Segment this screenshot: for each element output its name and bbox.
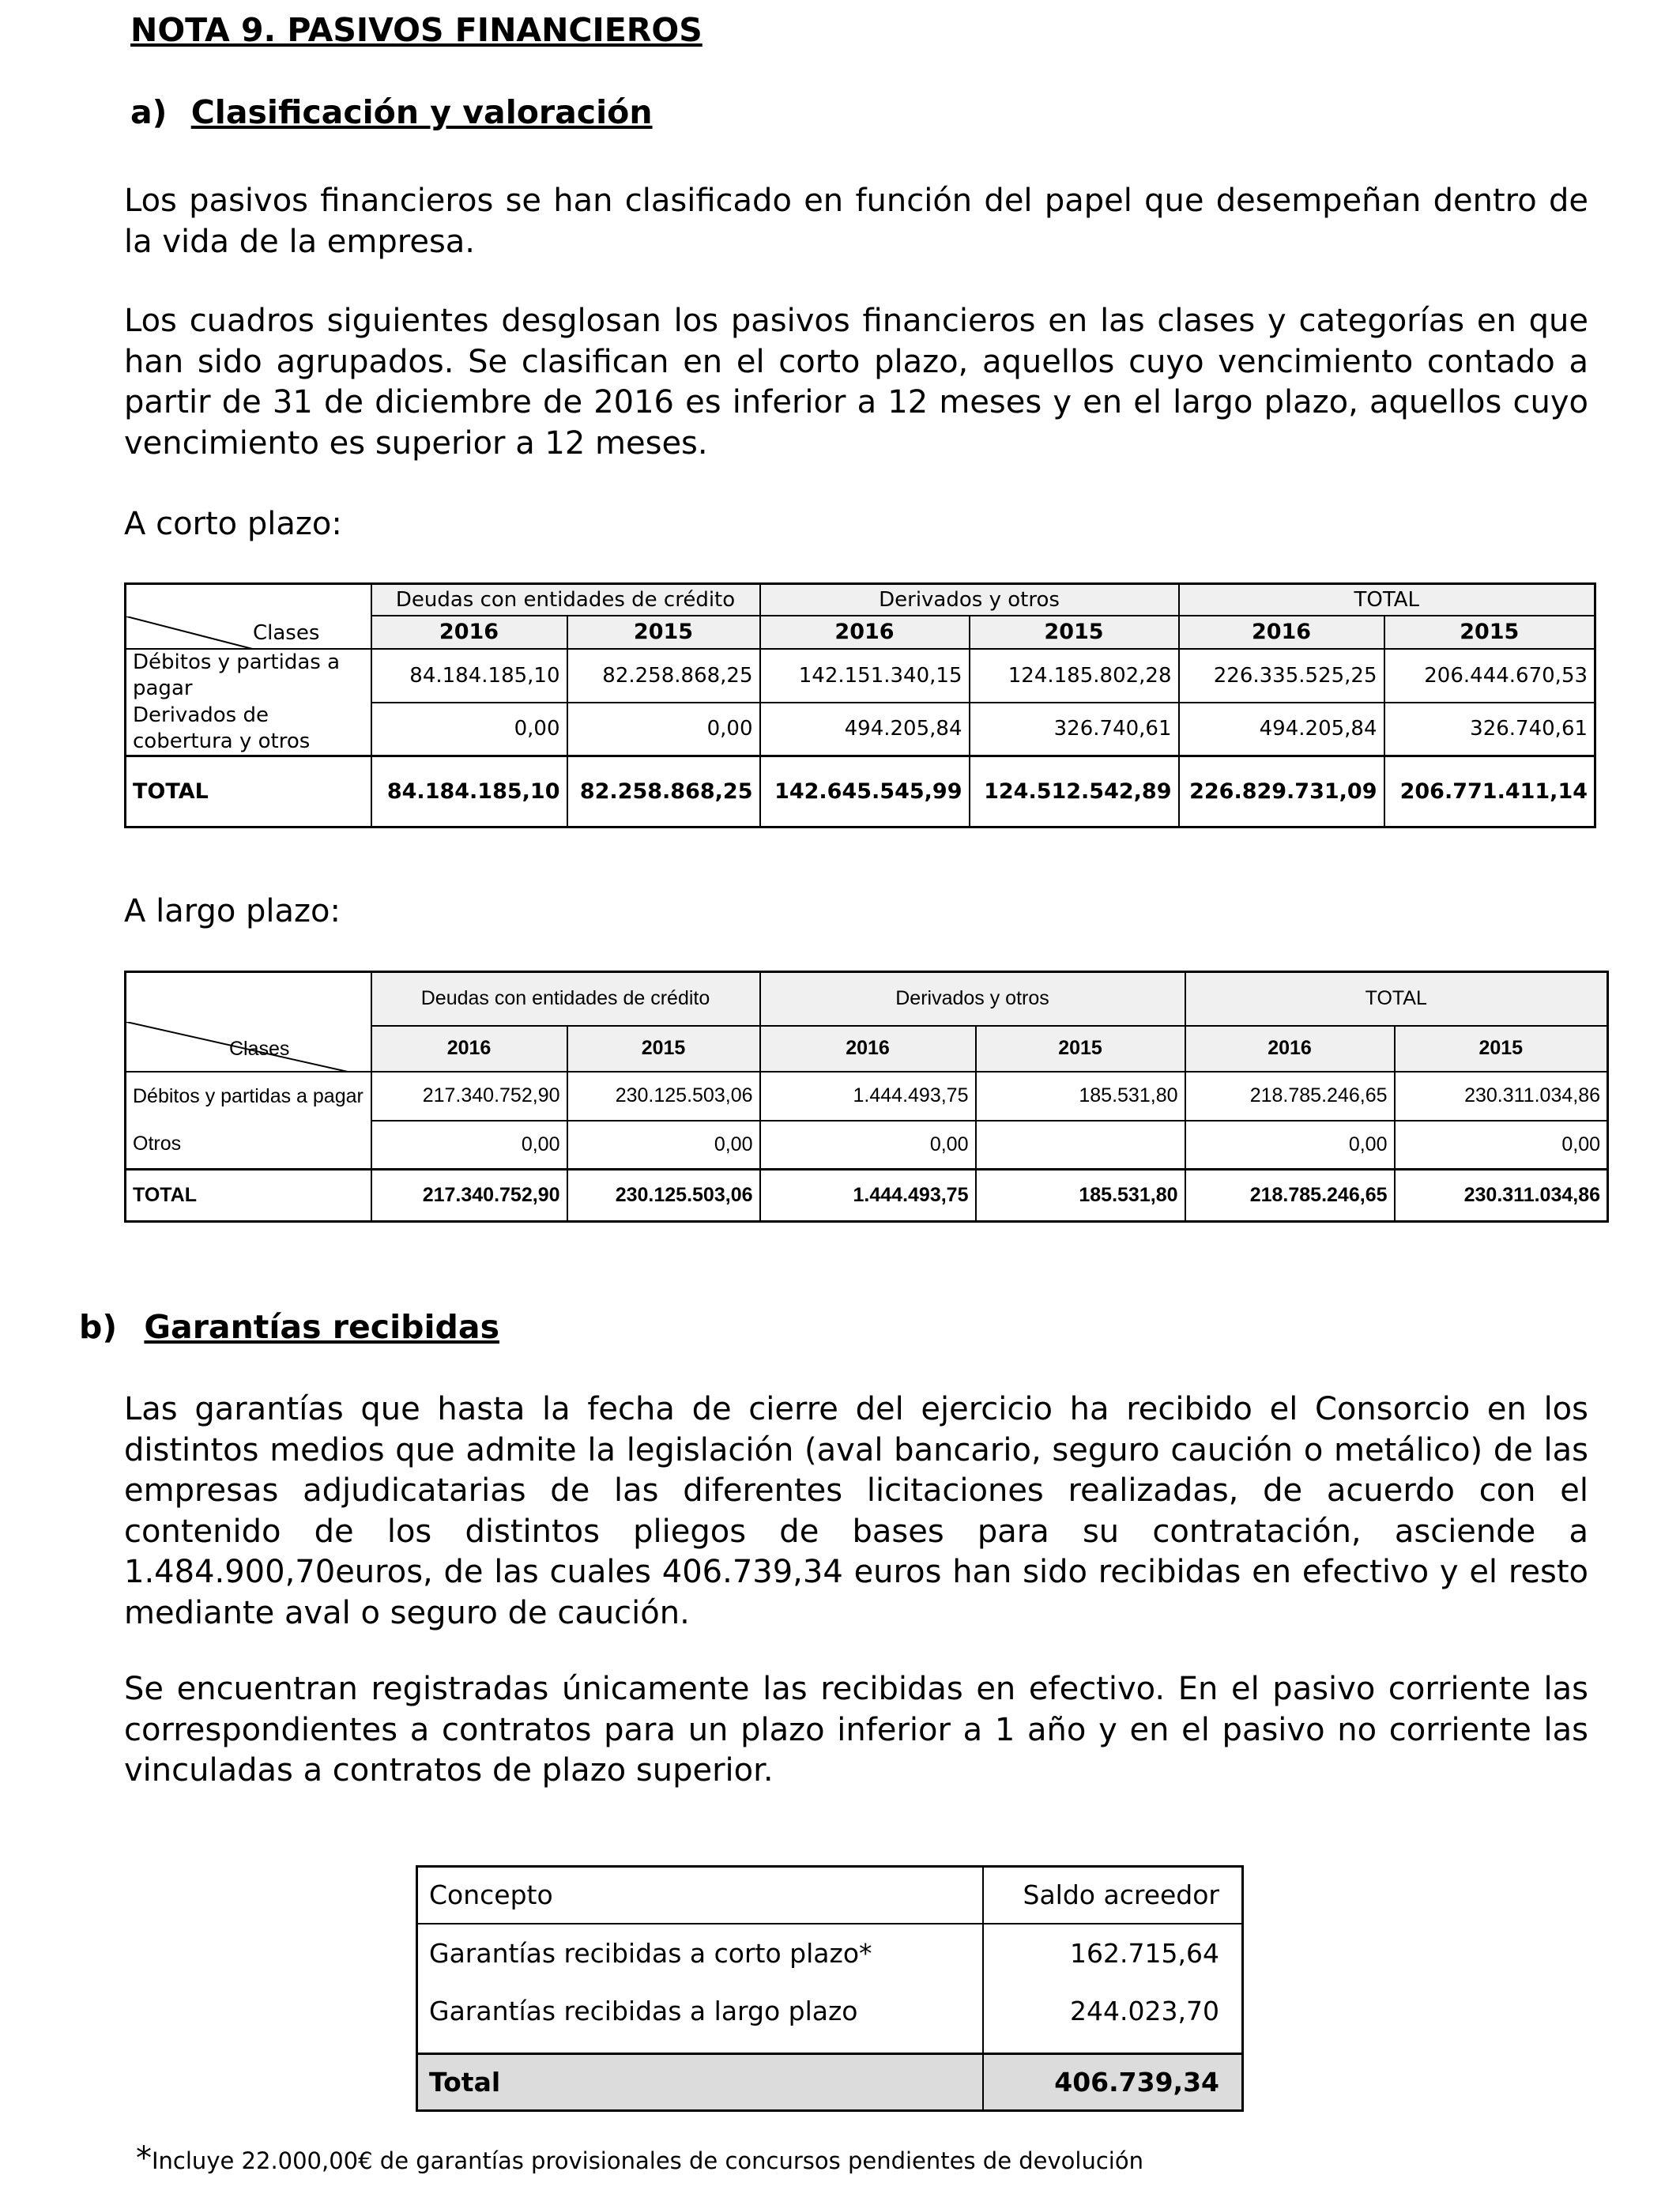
cell: 0,00	[371, 703, 567, 756]
column-header: Saldo acreedor	[983, 1867, 1243, 1924]
year-header: 2015	[567, 1026, 760, 1072]
total-cell: 218.785.246,65	[1185, 1170, 1395, 1222]
cell: 0,00	[1185, 1121, 1395, 1170]
cell: 494.205,84	[760, 703, 970, 756]
section-b-heading	[79, 1308, 499, 1346]
guarantees-table	[416, 1865, 1244, 2112]
year-header: 2016	[371, 1026, 567, 1072]
cell: 494.205,84	[1179, 703, 1384, 756]
cell: 0,00	[567, 703, 760, 756]
total-cell: 226.829.731,09	[1179, 756, 1384, 827]
paragraph-2: Los cuadros siguientes desglosan los pasivos financieros en las clases y categorías en que han sido agrupados. Se clasifican en el corto plazo, aquellos cuyo vencimiento contado a partir de 31 de diciembre de 2016 es inferior a 12 meses y en el largo plazo, aquellos cuyo vencimiento es superior a 12 meses.	[124, 303, 1588, 462]
total-label: TOTAL	[126, 1170, 371, 1222]
total-cell: 185.531,80	[976, 1170, 1185, 1222]
total-cell: 230.125.503,06	[567, 1170, 760, 1222]
year-header: 2015	[567, 616, 760, 649]
year-header: 2016	[371, 616, 567, 649]
footnote-asterisk: *	[136, 2140, 152, 2177]
group-header: Deudas con entidades de crédito	[371, 972, 760, 1026]
cell: 326.740,61	[970, 703, 1179, 756]
group-header: Derivados y otros	[760, 584, 1179, 616]
table-header-row	[126, 972, 1608, 1026]
year-header: 2015	[970, 616, 1179, 649]
column-header: Concepto	[417, 1867, 983, 1924]
total-cell: 206.771.411,14	[1384, 756, 1595, 827]
cell: 82.258.868,25	[567, 649, 760, 703]
long-term-label: A largo plazo:	[124, 893, 341, 929]
corner-cell	[126, 584, 371, 649]
cell: 218.785.246,65	[1185, 1072, 1395, 1121]
short-term-table	[124, 582, 1596, 828]
long-term-table	[124, 971, 1609, 1223]
diagonal-divider	[126, 616, 371, 649]
cell	[976, 1121, 1185, 1170]
cell: 84.184.185,10	[371, 649, 567, 703]
cell: 0,00	[567, 1121, 760, 1170]
total-row	[417, 2054, 1243, 2111]
section-a-heading	[130, 93, 653, 131]
concept-cell: Garantías recibidas a corto plazo*	[417, 1924, 983, 1983]
row-label: Otros	[126, 1121, 371, 1170]
footnote-text: Incluye 22.000,00€ de garantías provisionales de concursos pendientes de devolución	[152, 2147, 1143, 2174]
cell: 124.185.802,28	[970, 649, 1179, 703]
cell: 0,00	[1395, 1121, 1608, 1170]
group-header: TOTAL	[1185, 972, 1608, 1026]
paragraph-4: Se encuentran registradas únicamente las recibidas en efectivo. En el pasivo corriente las correspondientes a contratos para un plazo inferior a 1 año y en el pasivo no corriente las vinculadas a contratos de plazo superior.	[124, 1671, 1588, 1789]
clases-label: Clases	[253, 620, 320, 645]
cell: 185.531,80	[976, 1072, 1185, 1121]
table-header-row	[417, 1867, 1243, 1924]
total-cell: 217.340.752,90	[371, 1170, 567, 1222]
table-row	[126, 703, 1595, 756]
year-header: 2016	[1185, 1026, 1395, 1072]
group-header: Derivados y otros	[760, 972, 1185, 1026]
total-cell: 230.311.034,86	[1395, 1170, 1608, 1222]
short-term-label: A corto plazo:	[124, 506, 342, 542]
paragraph-3: Las garantías que hasta la fecha de cierre del ejercicio ha recibido el Consorcio en los distintos medios que admite la legislación (aval bancario, seguro caución o metálico) de las empresas adjudicatarias de las diferentes licitaciones realizadas, de acuerdo con el contenido de los distintos pliegos de bases para su contratación, asciende a 1.484.900,70euros, de las cuales 406.739,34 euros han sido recibidas en efectivo y el resto mediante aval o seguro de caución.	[124, 1391, 1588, 1631]
cell: 206.444.670,53	[1384, 649, 1595, 703]
year-header: 2016	[1179, 616, 1384, 649]
total-cell: 84.184.185,10	[371, 756, 567, 827]
cell: 0,00	[371, 1121, 567, 1170]
total-label: TOTAL	[126, 756, 371, 827]
cell: 326.740,61	[1384, 703, 1595, 756]
paragraph-1: Los pasivos financieros se han clasificado en función del papel que desempeñan dentro de la vida de la empresa.	[124, 183, 1588, 260]
group-header: TOTAL	[1179, 584, 1595, 616]
section-b-marker: b)	[79, 1308, 118, 1346]
corner-cell	[126, 972, 371, 1072]
cell: 230.125.503,06	[567, 1072, 760, 1121]
clases-label: Clases	[229, 1037, 290, 1060]
spacer-row	[417, 2040, 1243, 2054]
footnote	[136, 2140, 1143, 2177]
table-row	[417, 1983, 1243, 2040]
year-header: 2015	[976, 1026, 1185, 1072]
table-row	[126, 649, 1595, 703]
section-b-title: Garantías recibidas	[144, 1308, 499, 1346]
table-header-row	[126, 584, 1595, 616]
concept-cell: Garantías recibidas a largo plazo	[417, 1983, 983, 2040]
table-row	[417, 1924, 1243, 1983]
year-header: 2015	[1395, 1026, 1608, 1072]
total-cell: 82.258.868,25	[567, 756, 760, 827]
table-row	[126, 1072, 1608, 1121]
cell: 0,00	[760, 1121, 976, 1170]
value-cell: 162.715,64	[1070, 1938, 1219, 1969]
total-value: 406.739,34	[983, 2054, 1243, 2111]
cell: 230.311.034,86	[1395, 1072, 1608, 1121]
cell: 226.335.525,25	[1179, 649, 1384, 703]
cell: 142.151.340,15	[760, 649, 970, 703]
total-cell: 1.444.493,75	[760, 1170, 976, 1222]
group-header: Deudas con entidades de crédito	[371, 584, 760, 616]
total-row	[126, 1170, 1608, 1222]
year-header: 2016	[760, 1026, 976, 1072]
section-a-title: Clasificación y valoración	[190, 93, 653, 131]
row-label: Débitos y partidas a pagar	[126, 1072, 371, 1121]
cell: 217.340.752,90	[371, 1072, 567, 1121]
year-header: 2016	[760, 616, 970, 649]
table-row	[126, 1121, 1608, 1170]
cell: 1.444.493,75	[760, 1072, 976, 1121]
total-row	[126, 756, 1595, 827]
row-label: Débitos y partidas a pagar	[126, 649, 371, 703]
page-title: NOTA 9. PASIVOS FINANCIEROS	[130, 11, 703, 49]
total-cell: 124.512.542,89	[970, 756, 1179, 827]
total-cell: 142.645.545,99	[760, 756, 970, 827]
section-a-marker: a)	[130, 93, 168, 131]
total-label: Total	[417, 2054, 983, 2111]
value-cell: 244.023,70	[1070, 1996, 1219, 2026]
row-label: Derivados de cobertura y otros	[126, 703, 371, 756]
year-header: 2015	[1384, 616, 1595, 649]
